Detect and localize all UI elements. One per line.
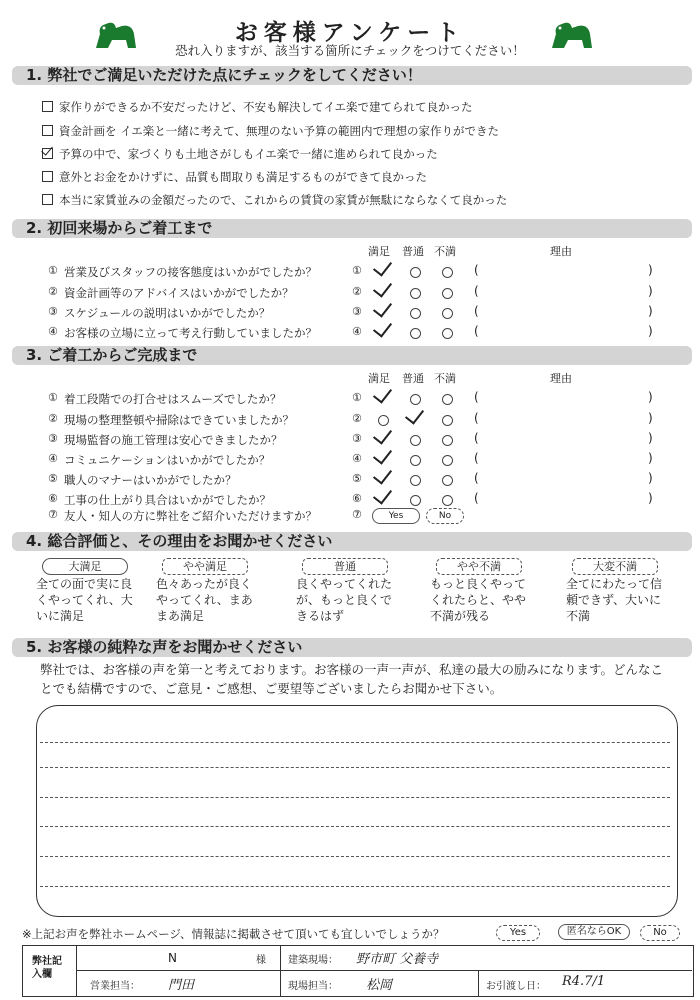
- s5-intro: 弊社では、お客様の声を第一と考えております。お客様の一声一声が、私達の最大の励みになります。どんなことでも結構ですので、ご意見・ご感想、ご要望等ございましたらお聞かせ下さい。: [40, 662, 664, 696]
- s1-item[interactable]: [42, 169, 427, 185]
- site-label: 建築現場：: [288, 955, 338, 966]
- reason-open-paren: (: [474, 304, 479, 318]
- rating-circle[interactable]: [442, 455, 453, 466]
- question-text: 資金計画等のアドバイスはいかがでしたか？: [64, 286, 294, 300]
- rating-circle[interactable]: [410, 288, 421, 299]
- col-reason: 理由: [550, 372, 572, 385]
- reason-close-paren: ): [648, 263, 653, 277]
- s3-q7-num-right: ⑦: [352, 508, 362, 521]
- s1-item-text: 本当に家賃並みの金額だったので、これからの賃貸の家賃が無駄にならなくて良かった: [59, 193, 508, 207]
- section-3-header: 3. ご着工からご完成まで: [12, 346, 692, 365]
- rating-circle[interactable]: [442, 435, 453, 446]
- rating-circle[interactable]: [410, 308, 421, 319]
- publish-anon-option[interactable]: 匿名ならOK: [558, 924, 630, 940]
- rating-check-mark[interactable]: [373, 297, 392, 317]
- rating-circle[interactable]: [442, 308, 453, 319]
- rating-circle[interactable]: [410, 394, 421, 405]
- col-reason: 理由: [550, 245, 572, 258]
- reason-field[interactable]: [484, 264, 644, 278]
- question-num: ①: [48, 391, 58, 404]
- question-num: ④: [48, 325, 58, 338]
- checkbox[interactable]: [42, 194, 53, 205]
- rating-check-mark[interactable]: [373, 383, 392, 403]
- question-num: ④: [352, 325, 362, 338]
- question-text: 営業及びスタッフの接客態度はいかがでしたか？: [64, 265, 317, 279]
- reason-field[interactable]: [484, 452, 644, 466]
- reason-open-paren: (: [474, 263, 479, 277]
- reason-field[interactable]: [484, 412, 644, 426]
- question-num: ①: [352, 391, 362, 404]
- sales-value: 門田: [168, 978, 195, 993]
- s3-q7-num-left: ⑦: [48, 508, 58, 521]
- comment-line: [40, 797, 670, 798]
- s3-q7-text: 友人・知人の方に弊社をご紹介いただけますか？: [64, 509, 317, 523]
- question-num: ④: [352, 452, 362, 465]
- question-num: ⑥: [48, 492, 58, 505]
- question-text: 着工段階での打合せはスムーズでしたか？: [64, 392, 282, 406]
- rating-circle[interactable]: [410, 475, 421, 486]
- checkbox[interactable]: [42, 171, 53, 182]
- section-4-header: 4. 総合評価と、その理由をお聞かせください: [12, 532, 692, 551]
- question-num: ⑤: [352, 472, 362, 485]
- reason-open-paren: (: [474, 431, 479, 445]
- reason-close-paren: ): [648, 491, 653, 505]
- customer-name: N: [168, 951, 177, 965]
- question-num: ①: [48, 264, 58, 277]
- delivery-value: R4.7/1: [562, 974, 606, 989]
- question-text: 職人のマナーはいかがでしたか？: [64, 473, 237, 487]
- reason-close-paren: ): [648, 471, 653, 485]
- s1-item-text: 資金計画を イエ楽と一緒に考えて、無理のない予算の範囲内で理想の家作りができた: [59, 124, 499, 138]
- question-text: スケジュールの説明はいかがでしたか？: [64, 306, 271, 320]
- question-num: ③: [48, 305, 58, 318]
- eval-option-1[interactable]: やや満足: [162, 558, 248, 575]
- question-num: ②: [48, 285, 58, 298]
- question-text: 工事の仕上がり具合はいかがでしたか？: [64, 493, 271, 507]
- s1-item[interactable]: [42, 99, 473, 115]
- comment-line: [40, 767, 670, 768]
- s1-item-text: 予算の中で、家づくりも土地さがしもイエ楽で一緒に進められて良かった: [59, 147, 438, 161]
- footer-divider: [478, 970, 479, 996]
- eval-option-4[interactable]: 大変不満: [572, 558, 658, 575]
- checkbox[interactable]: [42, 101, 53, 112]
- rating-circle[interactable]: [442, 328, 453, 339]
- rating-circle[interactable]: [442, 394, 453, 405]
- eval-option-2[interactable]: 普通: [302, 558, 388, 575]
- rating-circle[interactable]: [442, 267, 453, 278]
- reason-close-paren: ): [648, 431, 653, 445]
- reason-field[interactable]: [484, 432, 644, 446]
- rating-check-mark[interactable]: [373, 277, 392, 297]
- reason-open-paren: (: [474, 471, 479, 485]
- rating-circle[interactable]: [410, 455, 421, 466]
- s1-item[interactable]: [42, 146, 438, 162]
- section-2-header: 2. 初回来場からご着工まで: [12, 219, 692, 238]
- s1-item[interactable]: [42, 123, 499, 139]
- col-dissatisfied: 不満: [434, 372, 456, 385]
- rating-circle[interactable]: [410, 267, 421, 278]
- reason-open-paren: (: [474, 451, 479, 465]
- rating-check-mark[interactable]: [373, 464, 392, 484]
- reason-open-paren: (: [474, 324, 479, 338]
- reason-field[interactable]: [484, 391, 644, 405]
- question-text: お客様の立場に立って考え行動していましたか？: [64, 326, 317, 340]
- col-normal: 普通: [402, 245, 424, 258]
- delivery-label: お引渡し日：: [486, 981, 546, 992]
- sales-label: 営業担当：: [90, 981, 140, 992]
- col-normal: 普通: [402, 372, 424, 385]
- question-text: 現場の整理整頓や掃除はできていましたか？: [64, 413, 294, 427]
- rating-check-mark[interactable]: [405, 404, 424, 424]
- manager-label: 現場担当：: [288, 981, 338, 992]
- reason-close-paren: ): [648, 411, 653, 425]
- question-num: ①: [352, 264, 362, 277]
- question-num: ②: [352, 412, 362, 425]
- reason-open-paren: (: [474, 411, 479, 425]
- reason-open-paren: (: [474, 390, 479, 404]
- rating-check-mark[interactable]: [373, 256, 392, 276]
- rating-circle[interactable]: [410, 495, 421, 506]
- reason-field[interactable]: [484, 305, 644, 319]
- s1-item-text: 意外とお金をかけずに、品質も間取りも満足するものができて良かった: [59, 170, 427, 184]
- s1-item[interactable]: [42, 192, 507, 208]
- question-num: ③: [352, 432, 362, 445]
- reason-open-paren: (: [474, 284, 479, 298]
- question-num: ②: [48, 412, 58, 425]
- checkbox[interactable]: [42, 125, 53, 136]
- rating-circle[interactable]: [410, 435, 421, 446]
- comment-line: [40, 742, 670, 743]
- reason-field[interactable]: [484, 492, 644, 506]
- office-use-label: 弊社記入欄: [32, 956, 62, 980]
- checkbox-checked[interactable]: [42, 148, 53, 159]
- rating-check-mark[interactable]: [373, 317, 392, 337]
- eval-option-desc: もっと良くやってくれたらと、やや不満が残る: [430, 577, 527, 623]
- section-1-header: 1. 弊社でご満足いただけた点にチェックをしてください！: [12, 66, 692, 85]
- rating-check-mark[interactable]: [373, 424, 392, 444]
- reason-close-paren: ): [648, 390, 653, 404]
- question-text: 現場監督の施工管理は安心できましたか？: [64, 433, 283, 447]
- customer-sama: 様: [256, 955, 266, 966]
- eval-option-desc: 良くやってくれたが、もっと良くできるはず: [296, 577, 393, 623]
- question-num: ②: [352, 285, 362, 298]
- question-num: ③: [352, 305, 362, 318]
- question-num: ⑥: [352, 492, 362, 505]
- rating-circle[interactable]: [442, 495, 453, 506]
- site-value: 野市町 父養寺: [356, 952, 439, 967]
- comment-line: [40, 826, 670, 827]
- eval-option-desc: 全てにわたって信頼できず、大いに不満: [566, 577, 663, 623]
- col-satisfied: 満足: [368, 372, 390, 385]
- s1-item-text: 家作りができるか不安だったけど、不安も解決してイエ楽で建てられて良かった: [59, 100, 473, 114]
- rating-circle[interactable]: [442, 288, 453, 299]
- eval-option-desc: 色々あったが良くやってくれ、まあまあ満足: [156, 577, 253, 623]
- section-5-header: 5. お客様の純粋な声をお聞かせください: [12, 638, 692, 657]
- reason-field[interactable]: [484, 472, 644, 486]
- rating-circle[interactable]: [410, 328, 421, 339]
- rating-circle[interactable]: [442, 475, 453, 486]
- question-num: ④: [48, 452, 58, 465]
- q7-yes-option[interactable]: Yes: [372, 508, 420, 524]
- reason-open-paren: (: [474, 491, 479, 505]
- publish-question: ※上記お声を弊社ホームページ、情報誌に掲載させて頂いても宜しいでしょうか？: [22, 927, 445, 941]
- page-title: お客様アンケート: [234, 20, 466, 46]
- reason-close-paren: ): [648, 324, 653, 338]
- manager-value: 松岡: [366, 978, 393, 993]
- page-subtitle: 恐れ入りますが、該当する箇所にチェックをつけてください！: [175, 43, 525, 58]
- comment-line: [40, 856, 670, 857]
- rating-check-mark[interactable]: [373, 444, 392, 464]
- col-dissatisfied: 不満: [434, 245, 456, 258]
- q7-no-option[interactable]: No: [426, 508, 464, 524]
- question-num: ⑤: [48, 472, 58, 485]
- question-num: ③: [48, 432, 58, 445]
- reason-close-paren: ): [648, 304, 653, 318]
- eval-option-0[interactable]: 大満足: [42, 558, 128, 575]
- reason-close-paren: ): [648, 284, 653, 298]
- rating-circle[interactable]: [442, 415, 453, 426]
- publish-yes-option[interactable]: Yes: [496, 925, 540, 941]
- reason-field[interactable]: [484, 325, 644, 339]
- comment-line: [40, 886, 670, 887]
- publish-no-option[interactable]: No: [640, 925, 680, 941]
- eval-option-3[interactable]: やや不満: [436, 558, 522, 575]
- reason-close-paren: ): [648, 451, 653, 465]
- reason-field[interactable]: [484, 285, 644, 299]
- footer-divider: [76, 970, 692, 971]
- rating-check-mark[interactable]: [373, 484, 392, 504]
- col-satisfied: 満足: [368, 245, 390, 258]
- eval-option-desc: 全ての面で実に良くやってくれ、大いに満足: [36, 577, 133, 623]
- question-text: コミュニケーションはいかがでしたか？: [64, 453, 271, 467]
- footer-divider: [280, 945, 281, 996]
